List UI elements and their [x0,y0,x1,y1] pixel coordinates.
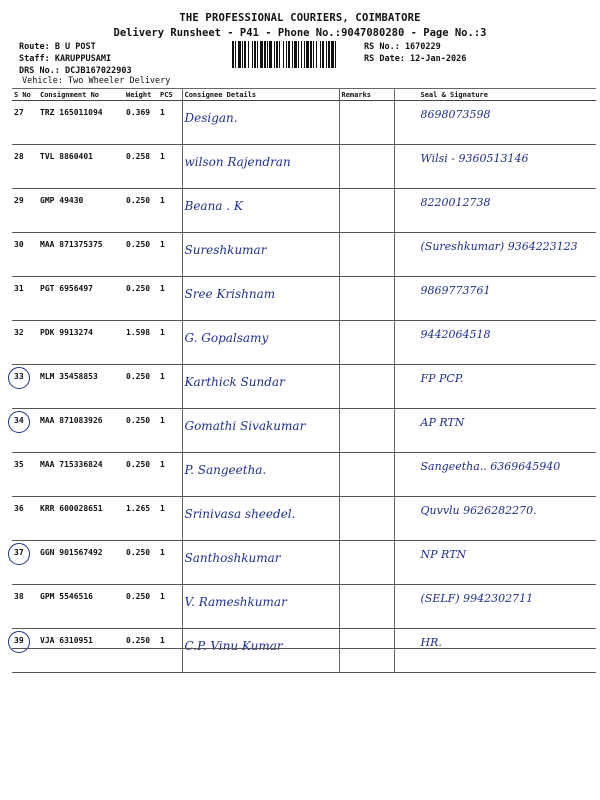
consignee-handwritten: V. Rameshkumar [182,585,339,629]
weight-value: 1.598 [124,321,158,365]
pieces-count: 1 [158,497,182,541]
weight-value: 0.258 [124,145,158,189]
serial-number: 36 [12,497,38,541]
signature-handwritten: Quvvlu 9626282270. [394,497,596,541]
circled-mark-icon [8,543,30,565]
pieces-count: 1 [158,145,182,189]
serial-number [12,365,38,409]
consignment-number: TVL 8860401 [38,145,124,189]
runsheet-table [12,88,596,673]
remarks-cell [339,629,394,673]
serial-number: 28 [12,145,38,189]
consignee-handwritten: Sureshkumar [182,233,339,277]
remarks-cell [339,145,394,189]
serial-number [12,629,38,673]
remarks-cell [339,321,394,365]
serial-number-text: 37 [14,548,24,557]
col-consignment: Consignment No [38,89,124,101]
consignment-number: PGT 6956497 [38,277,124,321]
circled-mark-icon [8,631,30,653]
route-label: Route: B U POST [19,42,96,52]
weight-value: 0.250 [124,189,158,233]
consignment-number: GGN 901567492 [38,541,124,585]
consignment-number: MAA 715336824 [38,453,124,497]
signature-handwritten: 8220012738 [394,189,596,233]
remarks-cell [339,277,394,321]
col-weight: Weight [124,89,158,101]
circled-mark-icon [8,367,30,389]
weight-value: 0.250 [124,541,158,585]
table-row [12,101,596,145]
table-row [12,497,596,541]
weight-value: 0.250 [124,585,158,629]
serial-number: 31 [12,277,38,321]
weight-value: 0.369 [124,101,158,145]
table-row [12,365,596,409]
consignee-handwritten: Santhoshkumar [182,541,339,585]
vehicle-label: Vehicle: Two Wheeler Delivery [22,76,171,86]
consignment-number: KRR 600028651 [38,497,124,541]
serial-number: 27 [12,101,38,145]
table-row [12,189,596,233]
table-row [12,541,596,585]
signature-handwritten: Wilsi - 9360513146 [394,145,596,189]
serial-number [12,541,38,585]
weight-value: 0.250 [124,629,158,673]
signature-handwritten: 9442064518 [394,321,596,365]
weight-value: 0.250 [124,365,158,409]
serial-number: 30 [12,233,38,277]
col-pcs: PCS [158,89,182,101]
consignment-number: MAA 871083926 [38,409,124,453]
consignment-number: VJA 6310951 [38,629,124,673]
signature-handwritten: FP PCP. [394,365,596,409]
consignment-number: GMP 49430 [38,189,124,233]
staff-label: Staff: KARUPPUSAMI [19,54,112,64]
remarks-cell [339,409,394,453]
consignee-handwritten: G. Gopalsamy [182,321,339,365]
pieces-count: 1 [158,541,182,585]
signature-handwritten: NP RTN [394,541,596,585]
consignment-number: GPM 5546516 [38,585,124,629]
consignment-number: MLM 35458853 [38,365,124,409]
consignee-handwritten: Srinivasa sheedel. [182,497,339,541]
remarks-cell [339,585,394,629]
serial-number: 29 [12,189,38,233]
remarks-cell [339,497,394,541]
consignment-number: PDK 9913274 [38,321,124,365]
serial-number: 32 [12,321,38,365]
col-consignee: Consignee Details [182,89,339,101]
document-title: THE PROFESSIONAL COURIERS, COIMBATORE [179,12,421,24]
consignee-handwritten: Gomathi Sivakumar [182,409,339,453]
pieces-count: 1 [158,365,182,409]
consignee-handwritten: Desigan. [182,101,339,145]
table-row [12,409,596,453]
consignee-handwritten: P. Sangeetha. [182,453,339,497]
table-row [12,585,596,629]
consignee-handwritten: wilson Rajendran [182,145,339,189]
weight-value: 1.265 [124,497,158,541]
table-row [12,321,596,365]
barcode [232,41,360,68]
bottom-rule [12,648,596,649]
pieces-count: 1 [158,101,182,145]
pieces-count: 1 [158,409,182,453]
remarks-cell [339,453,394,497]
serial-number [12,409,38,453]
pieces-count: 1 [158,453,182,497]
table-row [12,453,596,497]
pieces-count: 1 [158,233,182,277]
rs-number: RS No.: 1670229 [364,42,441,52]
signature-handwritten: AP RTN [394,409,596,453]
pieces-count: 1 [158,629,182,673]
rs-date: RS Date: 12-Jan-2026 [364,54,467,64]
table-header-row [12,89,596,101]
serial-number-text: 34 [14,416,24,425]
consignee-handwritten: Sree Krishnam [182,277,339,321]
col-seal: Seal & Signature [394,89,596,101]
pieces-count: 1 [158,189,182,233]
weight-value: 0.250 [124,409,158,453]
pieces-count: 1 [158,277,182,321]
signature-handwritten: 8698073598 [394,101,596,145]
consignee-handwritten: C.P. Vinu Kumar [182,629,339,673]
table-row [12,233,596,277]
weight-value: 0.250 [124,233,158,277]
remarks-cell [339,101,394,145]
consignee-handwritten: Beana . K [182,189,339,233]
pieces-count: 1 [158,585,182,629]
serial-number-text: 33 [14,372,24,381]
remarks-cell [339,541,394,585]
signature-handwritten: HR. [394,629,596,673]
consignment-number: TRZ 165011094 [38,101,124,145]
weight-value: 0.250 [124,277,158,321]
remarks-cell [339,365,394,409]
col-remarks: Remarks [339,89,394,101]
table-row [12,277,596,321]
weight-value: 0.250 [124,453,158,497]
serial-number-text: 39 [14,636,24,645]
signature-handwritten: (Sureshkumar) 9364223123 [394,233,596,277]
serial-number: 38 [12,585,38,629]
consignment-number: MAA 871375375 [38,233,124,277]
drs-number: DRS No.: DCJB167022903 [19,66,132,76]
signature-handwritten: (SELF) 9942302711 [394,585,596,629]
circled-mark-icon [8,411,30,433]
pieces-count: 1 [158,321,182,365]
remarks-cell [339,233,394,277]
col-sno: S No [12,89,38,101]
signature-handwritten: Sangeetha.. 6369645940 [394,453,596,497]
table-row [12,629,596,673]
runsheet-subtitle: Delivery Runsheet - P41 - Phone No.:9047080280 - Page No.:3 [113,27,487,39]
signature-handwritten: 9869773761 [394,277,596,321]
remarks-cell [339,189,394,233]
serial-number: 35 [12,453,38,497]
table-row [12,145,596,189]
consignee-handwritten: Karthick Sundar [182,365,339,409]
